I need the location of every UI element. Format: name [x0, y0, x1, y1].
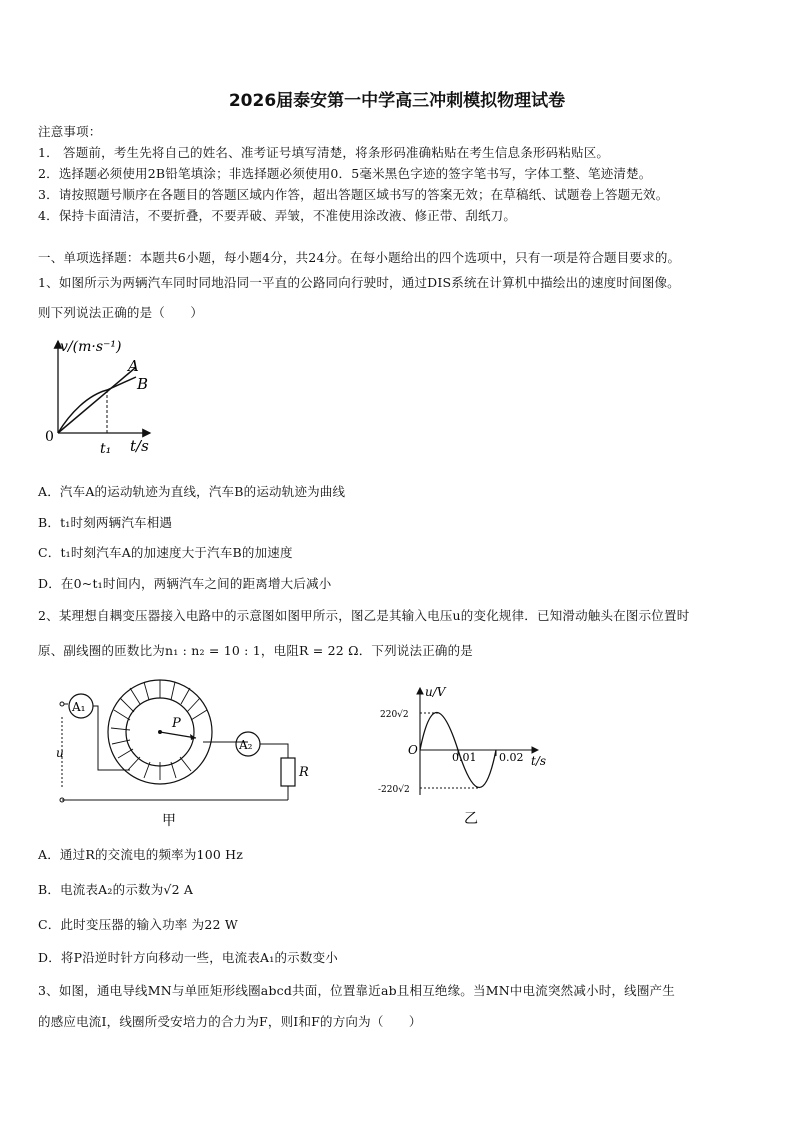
q1-option-d: D．在0~t₁时间内，两辆汽车之间的距离增大后减小 [38, 576, 332, 591]
q1-option-c: C．t₁时刻汽车A的加速度大于汽车B的加速度 [38, 545, 293, 560]
t-axis-label: t/s [531, 754, 547, 768]
peak-label: 220√2 [380, 710, 409, 720]
u-axis-label: u/V [425, 685, 446, 699]
curve-a-label: A [128, 357, 139, 375]
resistor-r-label: R [299, 765, 309, 780]
question-2-stem: 2、某理想自耦变压器接入电路中的示意图如图甲所示，图乙是其输入电压u的变化规律．已知滑动触头在图示位置时 [38, 608, 690, 623]
q2-option-b: B．电流表A₂的示数为√2 A [38, 882, 194, 897]
question-3-stem: 3、如图，通电导线MN与单匝矩形线圈abcd共面，位置靠近ab且相互绝缘。当MN中电流突然减小时，线圈产生 [38, 983, 675, 998]
curve-b-label: B [137, 375, 149, 393]
ammeter-a2-label: A₂ [239, 738, 253, 752]
section-heading: 一、单项选择题：本题共6小题，每小题4分，共24分。在每小题给出的四个选项中，只有一项是符合题目要求的。 [38, 250, 681, 265]
question-2-stem-cont: 原、副线圈的匝数比为n₁ : n₂ = 10 : 1，电阻R = 22 Ω．下列说法正确的是 [38, 643, 473, 658]
resistor-r [281, 758, 295, 786]
curve-b [58, 377, 136, 433]
note-item: 2．选择题必须使用2B铅笔填涂；非选择题必须使用0．5毫米黑色字迹的签字笔书写，字体工整、笔迹清楚。 [38, 166, 652, 181]
exam-title: 2026届泰安第一中学高三冲刺模拟物理试卷 [228, 91, 566, 111]
curve-a [58, 368, 135, 433]
y-axis-label: v/(m·s⁻¹) [60, 339, 122, 355]
q2-option-a: A．通过R的交流电的频率为100 Hz [38, 847, 244, 862]
source-label: u [56, 746, 64, 760]
tick-0-02: 0.02 [499, 751, 524, 764]
q2-transformer-circuit [50, 672, 310, 830]
note-item: 1． 答题前，考生先将自己的姓名、准考证号填写清楚，将条形码准确粘贴在考生信息条形码粘贴区。 [38, 145, 610, 160]
question-1-stem-cont: 则下列说法正确的是（ ） [38, 305, 204, 320]
note-item: 4．保持卡面清洁，不要折叠，不要弄破、弄皱，不准使用涂改液、修正带、刮纸刀。 [38, 208, 517, 223]
fig-a-caption: 甲 [162, 813, 176, 829]
tick-0-01: 0.01 [452, 751, 477, 764]
note-item: 3．请按照题号顺序在各题目的答题区域内作答，超出答题区域书写的答案无效；在草稿纸、试题卷上答题无效。 [38, 187, 669, 202]
notes-heading: 注意事项： [38, 124, 102, 139]
q2-voltage-graph [378, 680, 553, 828]
trough-label: -220√2 [378, 785, 410, 795]
q2-option-d: D．将P沿逆时针方向移动一些，电流表A₁的示数变小 [38, 950, 338, 965]
q1-option-a: A．汽车A的运动轨迹为直线，汽车B的运动轨迹为曲线 [38, 484, 346, 499]
q2-option-c: C．此时变压器的输入功率 为22 W [38, 917, 238, 932]
slider-p-label: P [172, 716, 181, 731]
question-3-stem-cont: 的感应电流I，线圈所受安培力的合力为F，则I和F的方向为（ ） [38, 1014, 422, 1029]
q1-option-b: B．t₁时刻两辆汽车相遇 [38, 515, 173, 530]
t1-label: t₁ [100, 441, 112, 457]
ammeter-a1-label: A₁ [72, 700, 86, 714]
origin-label: 0 [45, 429, 54, 445]
q1-velocity-time-graph [40, 333, 160, 463]
x-axis-label: t/s [130, 437, 149, 455]
origin-label: O [408, 743, 418, 757]
question-1-stem: 1、如图所示为两辆汽车同时同地沿同一平直的公路同向行驶时，通过DIS系统在计算机中描绘出的速度时间图像。 [38, 275, 680, 290]
fig-b-caption: 乙 [464, 811, 478, 827]
